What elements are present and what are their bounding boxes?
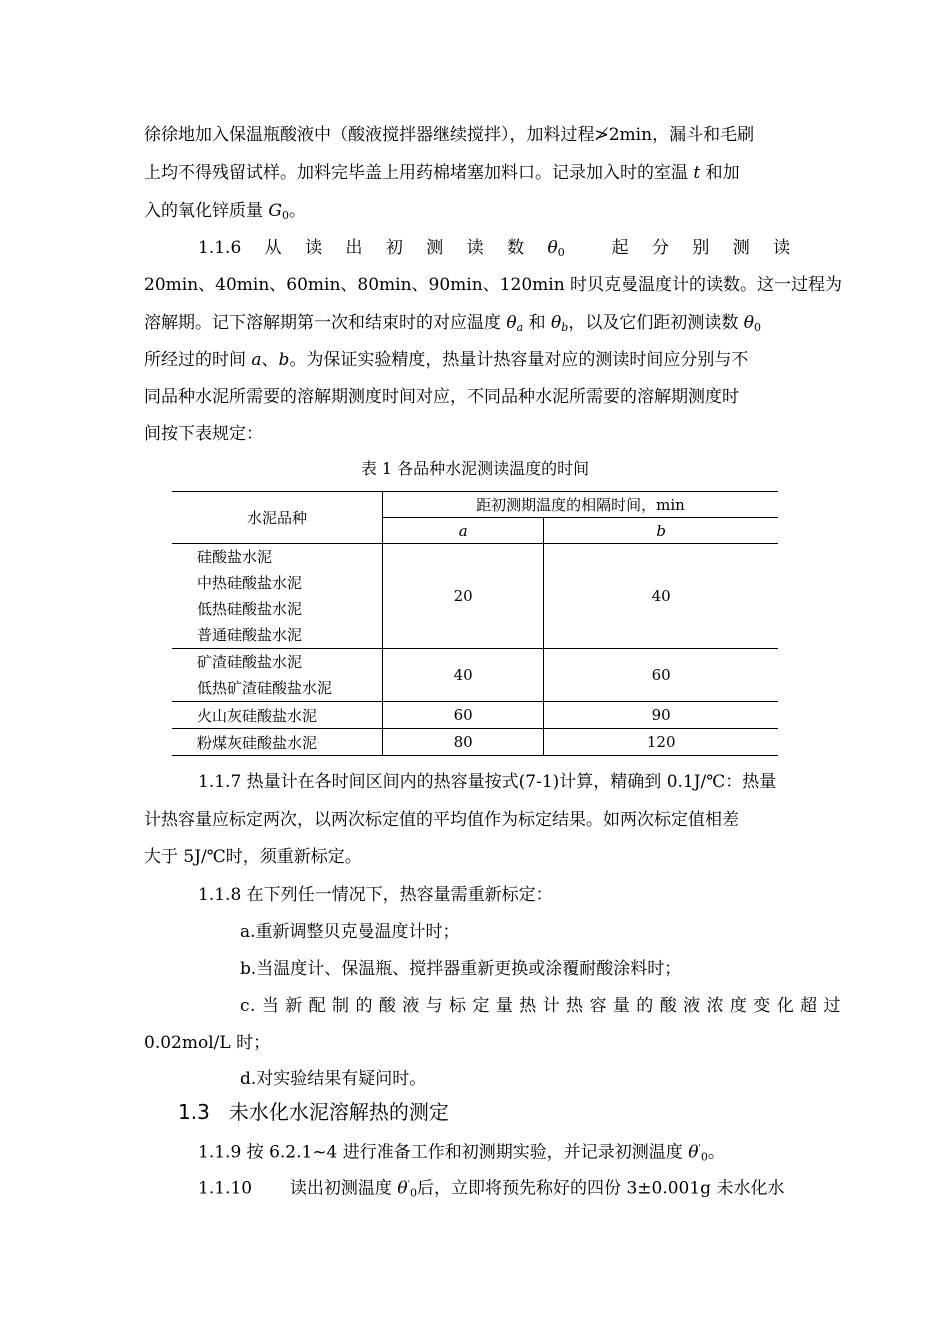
value-b: 60 bbox=[544, 649, 778, 702]
header-time-group: 距初测期温度的相隔时间，min bbox=[383, 492, 779, 518]
list-item: c. 当 新 配 制 的 酸 液 与 标 定 量 热 计 热 容 量 的 酸 液 浓 度 变 化 超 过 bbox=[240, 996, 842, 1016]
text-line: 溶解期。记下溶解期第一次和结束时的对应温度 $\theta_a$ 和 $\theta_b$，以及它们距初测读数 $\theta_0$ bbox=[144, 313, 761, 334]
text-line: 计热容量应标定两次，以两次标定值的平均值作为标定结果。如两次标定值相差 bbox=[144, 810, 739, 830]
value-a: 20 bbox=[383, 544, 544, 649]
table-row bbox=[172, 649, 778, 702]
table-caption: 表 1 各品种水泥测读温度的时间 bbox=[360, 459, 590, 478]
text-line: 徐徐地加入保温瓶酸液中（酸液搅拌器继续搅拌），加料过程≯2min，漏斗和毛刷 bbox=[144, 125, 755, 145]
text-line: 大于 5J/℃时，须重新标定。 bbox=[144, 847, 362, 867]
data-table bbox=[172, 491, 778, 756]
list-item: a.重新调整贝克曼温度计时； bbox=[240, 922, 460, 942]
text-line: 所经过的时间 a、b。为保证实验精度，热量计热容量对应的测读时间应分别与不 bbox=[144, 350, 749, 370]
header-a: a bbox=[383, 518, 544, 544]
text-line: 入的氧化锌质量 $G_0$。 bbox=[144, 201, 306, 222]
cement-type-cell: 矿渣硅酸盐水泥 低热矿渣硅酸盐水泥 bbox=[172, 649, 383, 702]
section-heading: 1.3 未水化水泥溶解热的测定 bbox=[178, 1100, 449, 1124]
text-line: 上均不得残留试样。加料完毕盖上用药棉堵塞加料口。记录加入时的室温 t 和加 bbox=[144, 163, 740, 183]
text-line: 1.1.9 按 6.2.1~4 进行准备工作和初测期实验，并记录初测温度 $\theta'_0$。 bbox=[198, 1142, 725, 1164]
text-line: 0.02mol/L 时； bbox=[144, 1033, 271, 1053]
cement-type-cell: 粉煤灰硅酸盐水泥 bbox=[172, 729, 383, 756]
table-row bbox=[172, 544, 778, 649]
text-line: 20min、40min、60min、80min、90min、120min 时贝克曼温度计的读数。这一过程为 bbox=[144, 275, 843, 295]
value-a: 40 bbox=[383, 649, 544, 702]
value-a: 80 bbox=[383, 729, 544, 756]
list-item: d.对实验结果有疑问时。 bbox=[240, 1069, 427, 1089]
value-b: 120 bbox=[646, 733, 676, 751]
text-line: 1.1.6 从 读 出 初 测 读 数 $\theta_0$ 起 分 别 测 读 bbox=[198, 238, 791, 259]
header-b: b bbox=[544, 518, 778, 544]
value-a: 60 bbox=[383, 702, 544, 729]
text-line: 同品种水泥所需要的溶解期测度时间对应，不同品种水泥所需要的溶解期测度时 bbox=[144, 387, 739, 407]
text-line: 1.1.7 热量计在各时间区间内的热容量按式(7-1)计算，精确到 0.1J/℃：热量 bbox=[198, 772, 777, 792]
table-row bbox=[172, 729, 778, 756]
value-b: 90 bbox=[544, 702, 778, 729]
text-line: 间按下表规定： bbox=[144, 424, 263, 444]
text-line: 1.1.10 读出初测温度 $\theta'_0$后，立即将预先称好的四份 3±0.001g 未水化水 bbox=[198, 1178, 785, 1200]
cement-type-cell: 硅酸盐水泥 中热硅酸盐水泥 低热硅酸盐水泥 普通硅酸盐水泥 bbox=[172, 544, 383, 649]
list-item: b.当温度计、保温瓶、搅拌器重新更换或涂覆耐酸涂料时； bbox=[240, 959, 682, 979]
value-b: 40 bbox=[544, 544, 778, 649]
cement-type-cell: 火山灰硅酸盐水泥 bbox=[172, 702, 383, 729]
text-line: 1.1.8 在下列任一情况下，热容量需重新标定： bbox=[198, 885, 553, 905]
table-row bbox=[172, 702, 778, 729]
header-cement-type: 水泥品种 bbox=[172, 492, 383, 544]
